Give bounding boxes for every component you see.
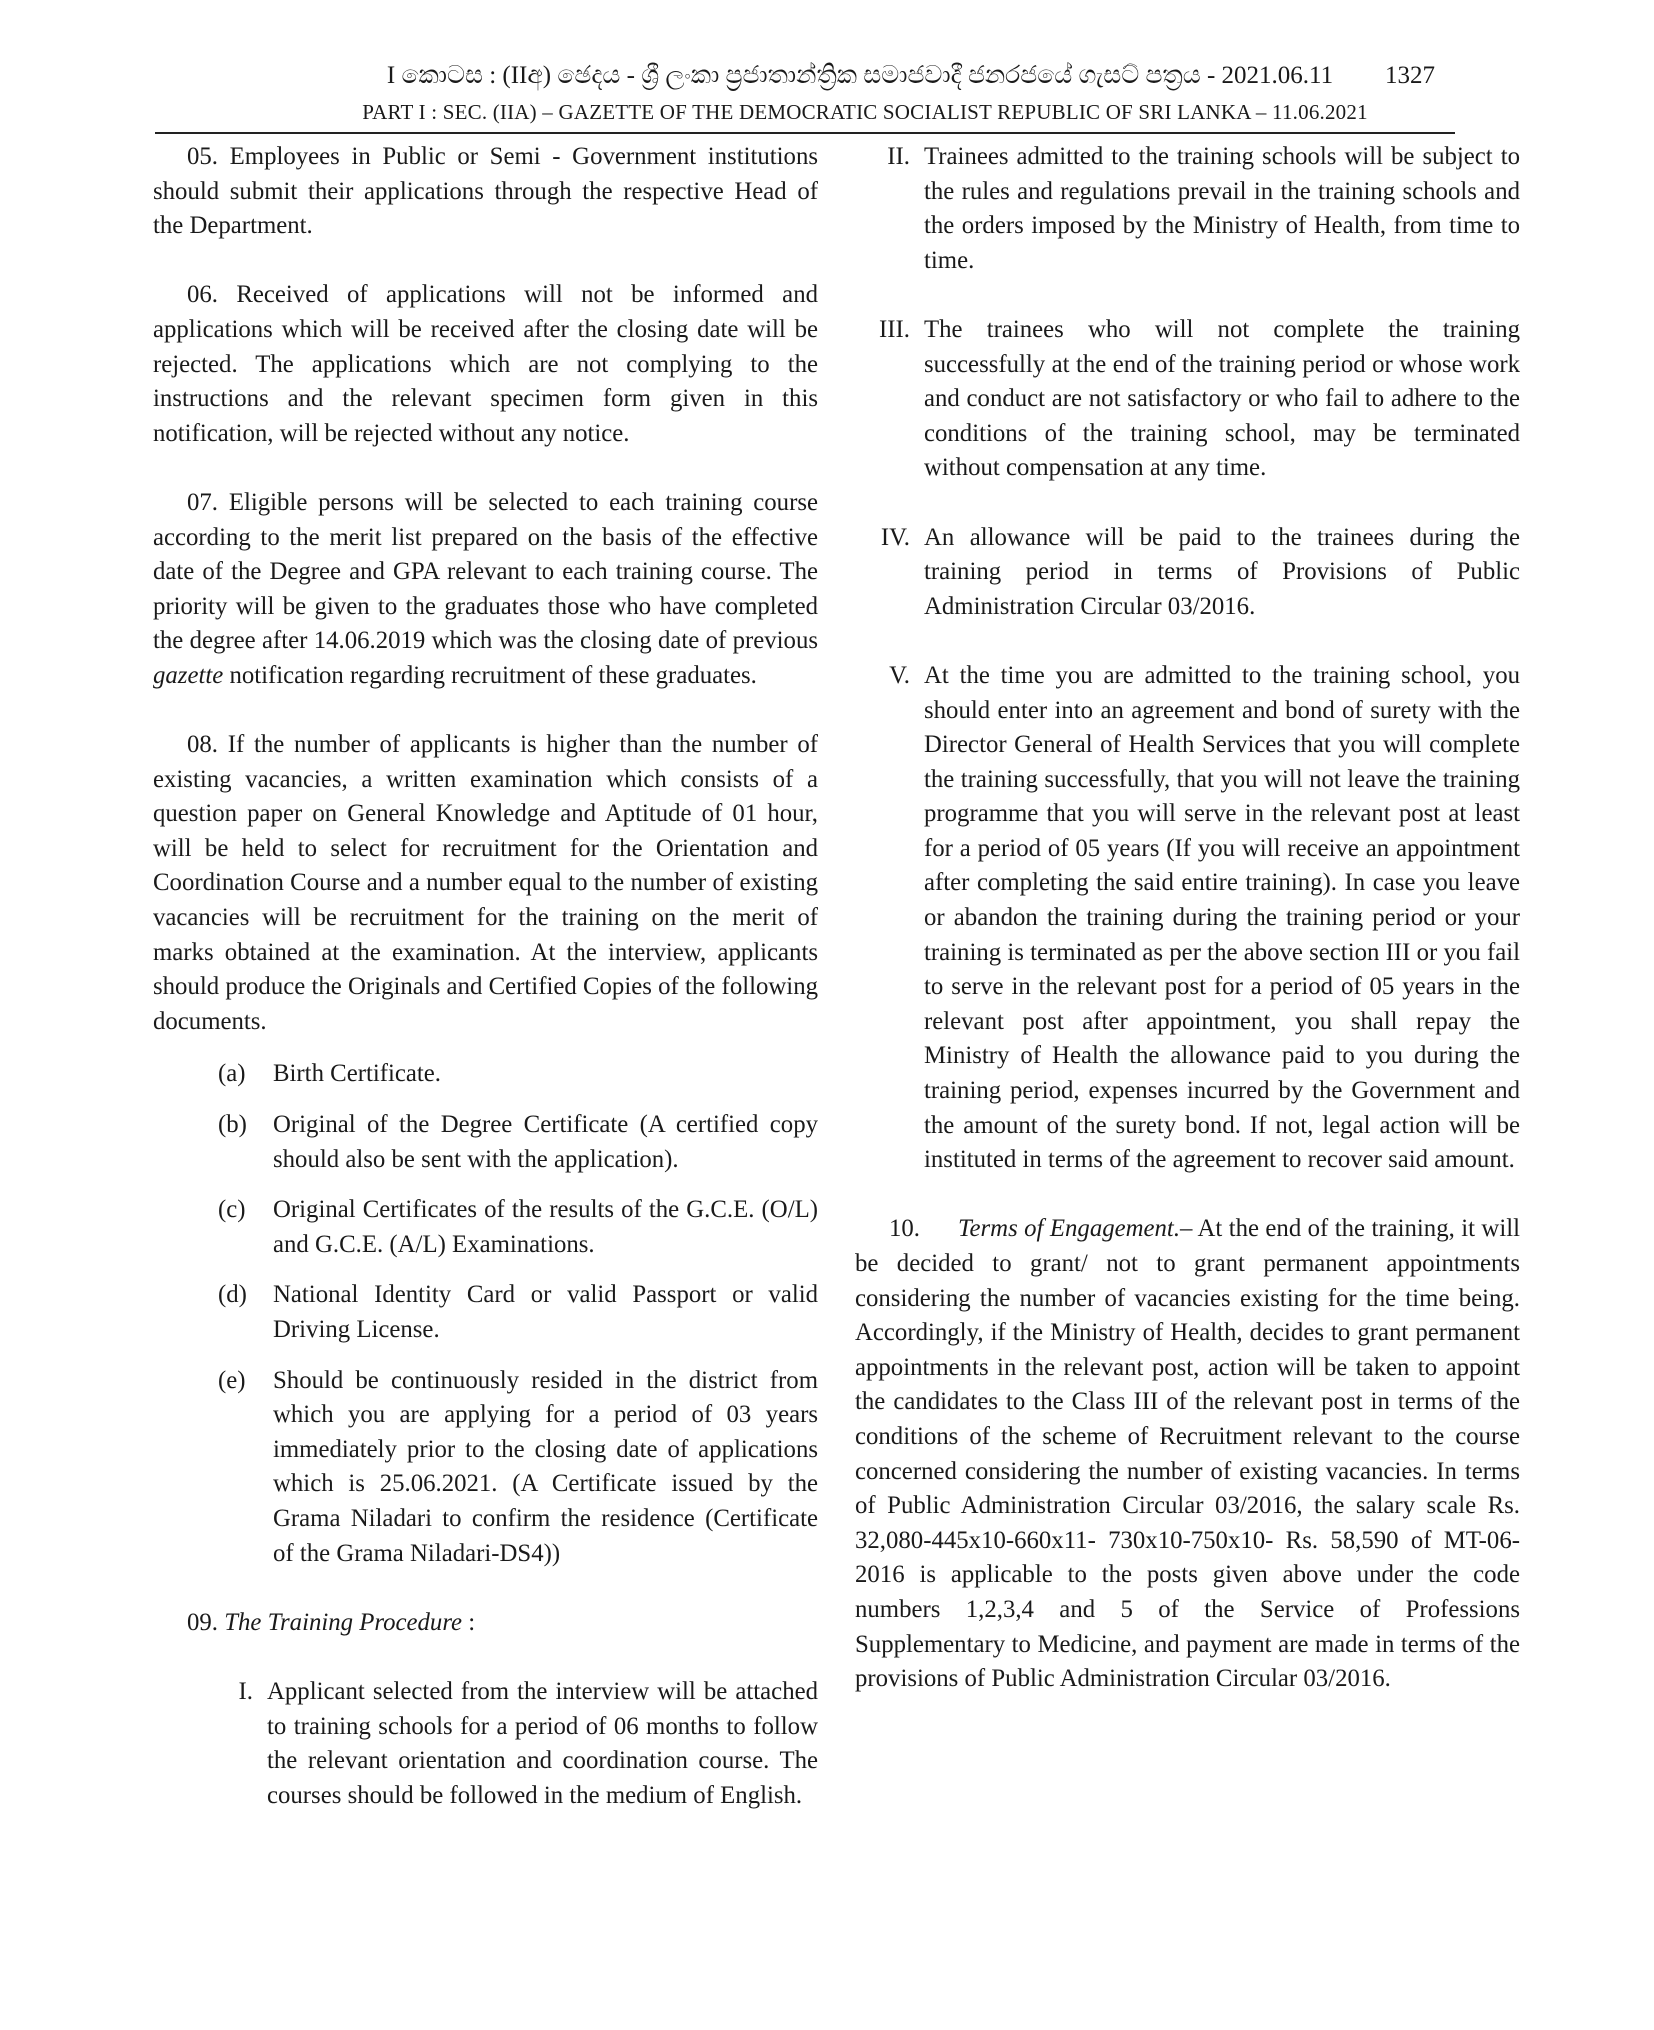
list-item (153, 1108, 818, 1177)
paragraph-07-text-a: 07. Eligible persons will be selected to each training course according to the merit list prepared on the basis of the effective date of the Degree and GPA relevant to each training course. The priority will be given to the graduates those who have completed the degree after 14.06.2019 which was the closing date of previous (153, 488, 818, 655)
paragraph-10 (855, 1212, 1520, 1696)
right-column (855, 140, 1520, 1697)
list-item-text: Original of the Degree Certificate (A certified copy should also be sent with the application). (273, 1111, 818, 1173)
training-item-label: V. (889, 661, 910, 689)
header-sinhala-title: I කොටස : (IIඅ) ඡෙදය - ශ්‍රී ලංකා ප්‍රජාතාන්ත්‍රික සමාජවාදී ජනරජයේ ගැසට් පත්‍රය - 2021.06.11 (386, 62, 1334, 89)
paragraph-06: 06. Received of applications will not be informed and applications which will be received after the closing date will be rejected. The applications which are not complying to the instructions and the relevant specimen form given in this notification, will be rejected without any notice. (153, 281, 818, 447)
training-item-ii (855, 140, 1520, 278)
training-item-text: At the time you are admitted to the training school, you should enter into an agreement and bond of surety with the Director General of Health Services that you will complete the training successfully, that you will not leave the training programme that you will serve in the relevant post at least for a period of 05 years (If you will receive an appointment after completing the said entire training). In case you leave or abandon the training during the training period or your training is terminated as per the above section III or you fail to serve in the relevant post for a period of 05 years in the relevant post after appointment, you shall repay the Ministry of Health the allowance paid to you during the training period, expenses incurred by the Government and the amount of the surety bond. If not, legal action will be instituted in terms of the agreement to recover said amount. (924, 661, 1520, 1174)
paragraph-10-title: Terms of Engagement.– (958, 1215, 1193, 1243)
training-item-text: An allowance will be paid to the trainees during the training period in terms of Provisions of Public Administration Circular 03/2016. (924, 523, 1520, 620)
header-english-title: PART I : SEC. (IIA) – GAZETTE OF THE DEMOCRATIC SOCIALIST REPUBLIC OF SRI LANKA – 11.06.2021 (362, 100, 1368, 124)
paragraph-07-italic: gazette (153, 661, 224, 689)
training-item-text: The trainees who will not complete the training successfully at the end of the training period or whose work and conduct are not satisfactory or who fail to adhere to the conditions of the training school, may be terminated without compensation at any time. (924, 315, 1520, 482)
paragraph-05: 05. Employees in Public or Semi - Government institutions should submit their applications through the respective Head of the Department. (153, 143, 818, 240)
list-item-label: (b) (218, 1111, 247, 1139)
list-item-text: Original Certificates of the results of the G.C.E. (O/L) and G.C.E. (A/L) Examinations. (273, 1196, 818, 1258)
section-09-heading (187, 1606, 818, 1641)
training-item-text: Trainees admitted to the training schools will be subject to the rules and regulations prevail in the training schools and the orders imposed by the Ministry of Health, from time to time. (924, 143, 1520, 274)
training-item-label: IV. (880, 523, 910, 551)
paragraph-10-text: At the end of the training, it will be decided to grant/ not to grant permanent appointments considering the number of vacancies existing for the time being. Accordingly, if the Ministry of Health, decides to grant permanent appointments in the relevant post, action will be taken to appoint the candidates to the Class III of the relevant post in terms of the conditions of the scheme of Recruitment relevant to the course concerned considering the number of existing vacancies. In terms of Public Administration Circular 03/2016, the salary scale Rs. 32,080-445x10-660x11- 730x10-750x10- Rs. 58,590 of MT-06-2016 is applicable to the posts given above under the code numbers 1,2,3,4 and 5 of the Service of Professions Supplementary to Medicine, and payment are made in terms of the provisions of Public Administration Circular 03/2016. (855, 1215, 1520, 1693)
paragraph-07 (153, 486, 818, 694)
page-number: 1327 (1385, 62, 1435, 89)
training-item-iii (855, 313, 1520, 486)
training-item-label: I. (238, 1677, 253, 1705)
training-item-label: II. (887, 143, 910, 170)
training-item-v (855, 659, 1520, 1178)
list-item-text: Should be continuously resided in the district from which you are applying for a period of 03 years immediately prior to the closing date of applications which is 25.06.2021. (A Certificate issued by the Grama Niladari to confirm the residence (Certificate of the Grama Niladari-DS4)) (273, 1366, 818, 1567)
list-item-label: (a) (218, 1060, 246, 1088)
left-column (153, 140, 818, 1848)
list-item (153, 1364, 818, 1572)
list-item (153, 1057, 818, 1092)
paragraph-10-number: 10. (889, 1215, 920, 1243)
list-item (153, 1193, 818, 1262)
section-09-number: 09. (187, 1608, 218, 1636)
training-item-text: Applicant selected from the interview will be attached to training schools for a period of 06 months to follow the relevant orientation and coordination course. The courses should be followed in the medium of English. (267, 1677, 818, 1809)
training-item-i (153, 1675, 818, 1813)
section-09-colon: : (462, 1608, 476, 1636)
paragraph-08: 08. If the number of applicants is higher than the number of existing vacancies, a written examination which consists of a question paper on General Knowledge and Aptitude of 01 hour, will be held to select for recruitment for the Orientation and Coordination Course and a number equal to the number of existing vacancies will be recruitment for the training on the merit of marks obtained at the examination. At the interview, applicants should produce the Originals and Certified Copies of the following documents. (153, 731, 818, 1035)
list-item-label: (d) (218, 1281, 247, 1309)
list-item-text: National Identity Card or valid Passport or valid Driving License. (273, 1281, 818, 1343)
list-item-text: Birth Certificate. (273, 1060, 442, 1088)
header-rule (155, 132, 1455, 134)
section-09-title: The Training Procedure (224, 1608, 463, 1636)
paragraph-07-text-b: notification regarding recruitment of these graduates. (223, 661, 757, 689)
list-item (153, 1278, 818, 1347)
training-item-iv (855, 521, 1520, 625)
list-item-label: (e) (218, 1366, 246, 1394)
list-item-label: (c) (218, 1196, 246, 1224)
training-item-label: III. (879, 315, 910, 343)
